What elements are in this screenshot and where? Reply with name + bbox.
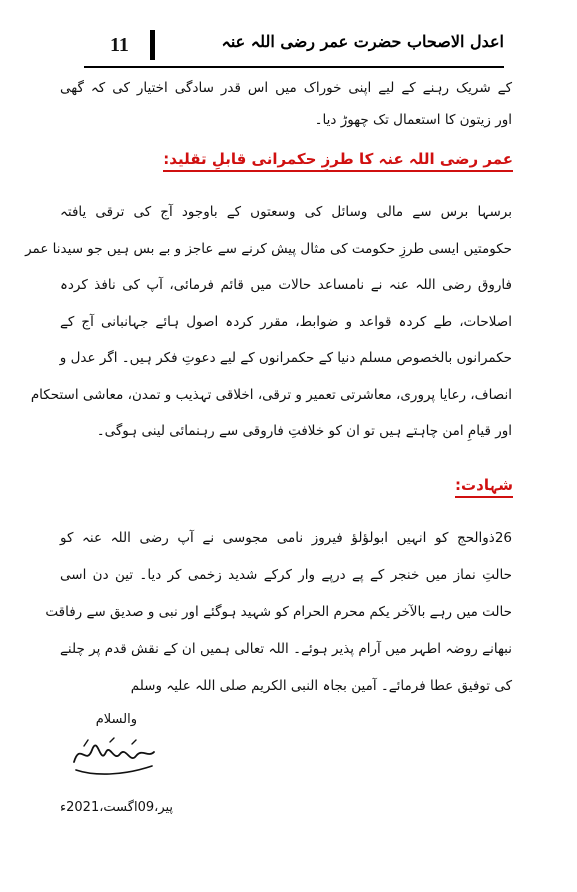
text-line: 26ذوالحج کو انہیں ابولؤلؤ فیروز نامی مجوسی نے آپ رضی اللہ عنہ کو bbox=[60, 530, 512, 546]
text-line: اور زیتون کا استعمال تک چھوڑ دیا۔ bbox=[314, 112, 512, 128]
signature-image bbox=[70, 732, 158, 780]
text-line: اور قیامِ امن چاہتے ہیں تو ان کو خلافتِ فاروقی سے رہنمائی لینی ہوگی۔ bbox=[96, 423, 512, 439]
text-line: کے شریک رہنے کے لیے اپنی خوراک میں اس قدر سادگی اختیار کی کہ گھی bbox=[60, 80, 512, 96]
text-line: انصاف، رعایا پروری، معاشرتی تعمیر و ترقی، اخلاقی تہذیب و تمدن، معاشی استحکام bbox=[30, 386, 512, 403]
text-line: حالتِ نماز میں خنجر کے پے درپے وار کرکے شدید زخمی کر دیا۔ تین دن اسی bbox=[60, 567, 512, 583]
text-line: نبھانے روضہ اطہر میں آرام پذیر ہوئے۔ اللہ تعالی ہمیں ان کے نقش قدم پر چلنے bbox=[60, 641, 512, 657]
text-line: فاروق رضی اللہ عنہ نے نامساعد حالات میں قائم فرمائی، آپ کی نافذ کردہ bbox=[60, 277, 512, 293]
text-line: برسہا برس سے مالی وسائل کی وسعتوں کے باوجود آج کی ترقی یافتہ bbox=[60, 204, 512, 220]
header-rule bbox=[84, 66, 504, 68]
governance-paragraph bbox=[25, 194, 512, 450]
section-heading-text: عمر رضی اللہ عنہ کا طرزِ حکمرانی قابلِ تقلید: bbox=[163, 150, 513, 172]
page-number: 11 bbox=[110, 34, 129, 56]
salutation: والسلام bbox=[95, 712, 137, 727]
section-heading-text: شہادت: bbox=[455, 476, 513, 498]
section-heading-governance bbox=[163, 150, 513, 168]
letter-date: پیر،09اگست،2021ء bbox=[60, 800, 174, 815]
text-line: حکومتیں ایسی طرزِ حکومت کی مثال پیش کرنے سے عاجز و بے بس ہیں جو سیدنا عمر bbox=[25, 240, 512, 257]
section-heading-martyrdom bbox=[455, 476, 513, 494]
text-line: اصلاحات، طے کردہ قواعد و ضوابط، مقرر کردہ اصول ہائے جہانبانی آج کے bbox=[60, 313, 512, 330]
page-header bbox=[84, 24, 504, 66]
handwritten-signature bbox=[70, 732, 158, 780]
martyrdom-paragraph bbox=[45, 520, 512, 705]
text-line: کی توفیق عطا فرمائے۔ آمین بجاہ النبی الکریم صلی اللہ علیہ وسلم bbox=[130, 678, 512, 694]
text-line: حکمرانوں بالخصوص مسلم دنیا کے حکمرانوں کے لیے دعوتِ فکر ہیں۔ اگر عدل و bbox=[59, 350, 512, 366]
intro-paragraph bbox=[60, 72, 512, 136]
header-divider-bar bbox=[150, 30, 155, 60]
book-title: اعدل الاصحاب حضرت عمر رضی اللہ عنہ bbox=[221, 32, 504, 51]
text-line: حالت میں رہے بالآخر یکم محرم الحرام کو شہید ہوگئے اور نبی و صدیق سے رفاقت bbox=[45, 604, 512, 620]
